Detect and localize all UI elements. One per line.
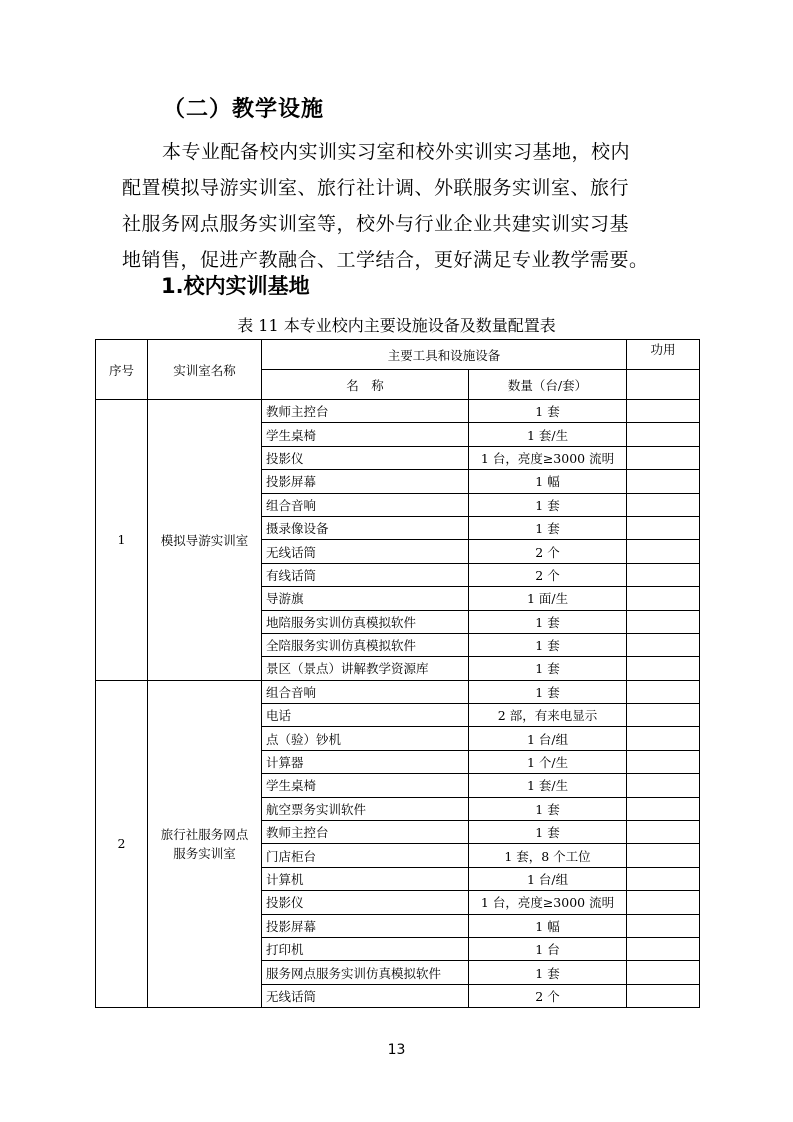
equipment-name: 无线话筒 [262,984,469,1007]
header-name: 名 称 [262,370,469,400]
equipment-function [627,774,700,797]
equipment-function [627,657,700,680]
equipment-function [627,750,700,773]
equipment-function [627,423,700,446]
equipment-function [627,610,700,633]
equipment-function [627,961,700,984]
equipment-name: 摄录像设备 [262,516,469,539]
room-name [148,680,262,1007]
equipment-quantity: 1 套 [469,961,627,984]
equipment-quantity: 1 台，亮度≥3000 流明 [469,446,627,469]
paragraph-line: 配置模拟导游实训室、旅行社计调、外联服务实训室、旅行 [122,177,630,199]
equipment-quantity: 1 套/生 [469,774,627,797]
equipment-function [627,493,700,516]
equipment-quantity: 1 套/生 [469,423,627,446]
equipment-function [627,727,700,750]
equipment-name: 学生桌椅 [262,774,469,797]
header-function-empty [627,370,700,400]
equipment-name: 点（验）钞机 [262,727,469,750]
paragraph-line: 社服务网点服务实训室等，校外与行业企业共建实训实习基 [122,213,630,235]
paragraph-line: 地销售，促进产教融合、工学结合，更好满足专业教学需要。 [122,249,649,271]
header-seq: 序号 [96,340,148,400]
equipment-quantity: 1 台 [469,937,627,960]
subheading: 1.校内实训基地 [161,274,310,298]
page-number: 13 [387,1042,406,1058]
equipment-name: 投影屏幕 [262,914,469,937]
equipment-function [627,984,700,1007]
equipment-quantity: 1 套 [469,797,627,820]
equipment-quantity: 1 套 [469,516,627,539]
room-name: 模拟导游实训室 [148,400,262,681]
header-quantity: 数量（台/套） [469,370,627,400]
room-name-line: 服务实训室 [173,845,236,861]
equipment-name: 投影仪 [262,446,469,469]
equipment-name: 打印机 [262,937,469,960]
equipment-quantity: 1 套 [469,633,627,656]
equipment-quantity: 1 幅 [469,914,627,937]
table-header-row [96,340,700,370]
equipment-name: 无线话筒 [262,540,469,563]
equipment-name: 教师主控台 [262,821,469,844]
equipment-quantity: 1 套 [469,680,627,703]
equipment-quantity: 1 台/组 [469,867,627,890]
equipment-name: 投影仪 [262,891,469,914]
equipment-function [627,867,700,890]
equipment-name: 景区（景点）讲解教学资源库 [262,657,469,680]
equipment-quantity: 1 套 [469,657,627,680]
equipment-function [627,587,700,610]
equipment-function [627,937,700,960]
equipment-name: 计算机 [262,867,469,890]
equipment-quantity: 1 台，亮度≥3000 流明 [469,891,627,914]
equipment-quantity: 1 套，8 个工位 [469,844,627,867]
equipment-name: 学生桌椅 [262,423,469,446]
equipment-function [627,680,700,703]
table-row [96,680,700,703]
equipment-quantity: 2 个 [469,540,627,563]
equipment-name: 门店柜台 [262,844,469,867]
equipment-name: 地陪服务实训仿真模拟软件 [262,610,469,633]
equipment-function [627,400,700,423]
room-name-line: 旅行社服务网点 [160,826,249,842]
equipment-quantity: 2 部，有来电显示 [469,704,627,727]
equipment-name: 导游旗 [262,587,469,610]
equipment-function [627,470,700,493]
section-heading: （二）教学设施 [163,97,325,122]
equipment-quantity: 1 个/生 [469,750,627,773]
equipment-function [627,797,700,820]
equipment-quantity: 1 幅 [469,470,627,493]
equipment-name: 航空票务实训软件 [262,797,469,820]
equipment-function [627,446,700,469]
equipment-function [627,633,700,656]
room-seq: 1 [96,400,148,681]
equipment-function [627,516,700,539]
equipment-name: 电话 [262,704,469,727]
equipment-name: 服务网点服务实训仿真模拟软件 [262,961,469,984]
equipment-quantity: 1 套 [469,493,627,516]
equipment-name: 教师主控台 [262,400,469,423]
equipment-name: 组合音响 [262,493,469,516]
equipment-quantity: 1 面/生 [469,587,627,610]
table-row [96,400,700,423]
equipment-function [627,891,700,914]
equipment-name: 有线话筒 [262,563,469,586]
intro-paragraph [122,134,682,278]
equipment-quantity: 1 套 [469,821,627,844]
equipment-function [627,844,700,867]
header-function: 功用 [627,340,700,370]
equipment-name: 计算器 [262,750,469,773]
equipment-name: 组合音响 [262,680,469,703]
equipment-function [627,704,700,727]
equipment-name: 全陪服务实训仿真模拟软件 [262,633,469,656]
header-main-equipment: 主要工具和设施设备 [262,340,627,370]
header-room: 实训室名称 [148,340,262,400]
room-seq: 2 [96,680,148,1007]
equipment-quantity: 1 套 [469,610,627,633]
equipment-quantity: 2 个 [469,563,627,586]
table-caption: 表 11 本专业校内主要设施设备及数量配置表 [237,316,556,335]
equipment-name: 投影屏幕 [262,470,469,493]
equipment-quantity: 1 套 [469,400,627,423]
equipment-quantity: 2 个 [469,984,627,1007]
equipment-function [627,563,700,586]
equipment-function [627,821,700,844]
facilities-table [95,339,700,1008]
paragraph-line: 本专业配备校内实训实习室和校外实训实习基地，校内 [162,141,631,163]
equipment-function [627,540,700,563]
equipment-function [627,914,700,937]
equipment-quantity: 1 台/组 [469,727,627,750]
